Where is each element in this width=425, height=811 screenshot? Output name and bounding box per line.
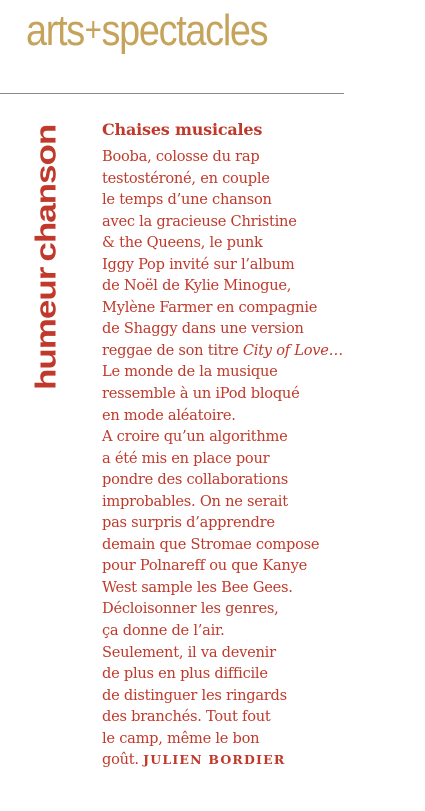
body-line: de plus en plus difficile (102, 665, 268, 683)
body-line: de Shaggy dans une version (102, 320, 304, 338)
body-line (102, 340, 402, 362)
body-line: testostéroné, en couple (102, 169, 270, 187)
body-line: Le monde de la musique (102, 363, 278, 381)
body-line: pas surpris d’apprendre (102, 514, 275, 532)
masthead-spectacles: spectacles (101, 6, 268, 55)
body-line: demain que Stromae compose (102, 535, 320, 553)
body-line-text: goût. (102, 751, 144, 769)
body-line: a été mis en place pour (102, 449, 270, 467)
body-line: pondre des collaborations (102, 471, 288, 489)
song-title: City of Love… (242, 341, 343, 359)
body-line: ressemble à un iPod bloqué (102, 385, 300, 403)
body-line: pour Polnareff ou que Kanye (102, 557, 307, 575)
body-line: ça donne de l’air. (102, 622, 225, 640)
header-divider (0, 93, 344, 94)
masthead-arts: arts (26, 6, 84, 55)
body-line: de Noël de Kylie Minogue, (102, 277, 292, 295)
article-body (102, 146, 402, 771)
article (102, 120, 402, 771)
article-headline: Chaises musicales (102, 120, 263, 139)
body-line: improbables. On ne serait (102, 492, 288, 510)
body-line: de distinguer les ringards (102, 686, 287, 704)
body-line: le camp, même le bon (102, 729, 260, 747)
body-line: Booba, colosse du rap (102, 148, 260, 165)
article-author: JULIEN BORDIER (143, 752, 286, 768)
body-line: A croire qu’un algorithme (102, 428, 288, 446)
body-line: Seulement, il va devenir (102, 643, 276, 661)
body-line: des branchés. Tout fout (102, 708, 271, 726)
section-label-chanson: chanson (30, 124, 62, 262)
body-line (102, 749, 402, 771)
body-line-text: reggae de son titre (102, 341, 243, 359)
body-line: avec la gracieuse Christine (102, 212, 297, 230)
body-line: & the Queens, le punk (102, 234, 263, 252)
body-line: Mylène Farmer en compagnie (102, 298, 318, 316)
masthead-plus: + (84, 11, 101, 49)
section-label-humeur: humeur (30, 267, 62, 390)
body-line: Iggy Pop invité sur l’album (102, 255, 295, 273)
section-label (30, 125, 63, 390)
body-line: Décloisonner les genres, (102, 600, 279, 618)
masthead-logo (26, 6, 267, 56)
body-line: West sample les Bee Gees. (102, 578, 293, 596)
body-line: en mode aléatoire. (102, 406, 236, 424)
body-line: le temps d’une chanson (102, 191, 272, 209)
